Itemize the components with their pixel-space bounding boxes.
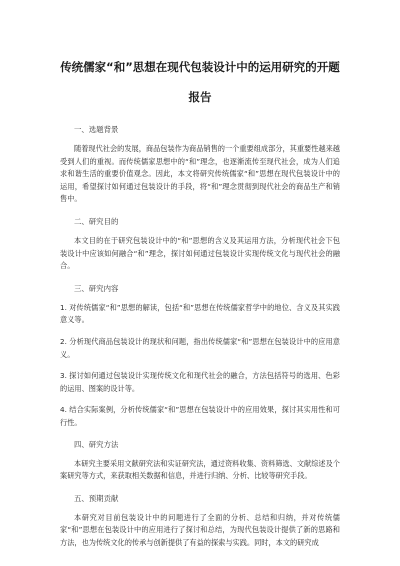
content-item-4: 4. 结合实际案例，分析传统儒家“和”思想在包装设计中的应用效果，探讨其实用性和可行性。 <box>60 405 340 427</box>
paragraph-method: 本研究主要采用文献研究法和实证研究法，通过资料收集、资料筛选、文献综述及个案研究等方式，来获取相关数据和信息，并进行归纳、分析、比较等研究手段。 <box>60 458 340 481</box>
section-heading-content: 三、研究内容 <box>74 283 119 293</box>
section-heading-contribution: 五、预期贡献 <box>74 493 119 503</box>
content-item-2: 2. 分析现代商品包装设计的现状和问题，指出传统儒家“和”思想在包装设计中的应用意义。 <box>60 336 340 359</box>
content-item-1: 1. 对传统儒家“和”思想的解读，包括“和”思想在传统儒家哲学中的地位、含义及其实践意义等。 <box>60 302 340 325</box>
paragraph-contribution: 本研究对目前包装设计中的问题进行了全面的分析、总结和归纳，并对传统儒家“和”思想在包装设计中的应用进行了探讨和总结，为现代包装设计提供了新的思路和方法，也为传统文化的传承与创新提供了有益的探索与实践。同时，本文的研究成 <box>60 512 340 547</box>
document-title: 传统儒家“和”思想在现代包装设计中的运用研究的开题报告 <box>60 60 340 104</box>
section-heading-method: 四、研究方法 <box>74 439 119 449</box>
paragraph-background: 随着现代社会的发展，商品包装作为商品销售的一个重要组成部分，其重要性越来越受到人们的重视。而传统儒家思想中的“和”理念，也逐渐流传至现代社会，成为人们追求和谐生活的重要价值观念。因此，本文将研究传统儒家“和”思想在现代包装设计中的运用，希望探讨如何通过包装设计的手段，将“和”理念贯彻到现代社会的商品生产和销售中。 <box>60 144 340 204</box>
content-item-3: 3. 探讨如何通过包装设计实现传统文化和现代社会的融合，方法包括符号的选用、色彩的运用、图案的设计等。 <box>60 371 340 393</box>
section-heading-purpose: 二、研究目的 <box>74 216 119 226</box>
paragraph-purpose: 本文目的在于研究包装设计中的“和”思想的含义及其运用方法，分析现代社会下包装设计中应该如何融合“和”理念，探讨如何通过包装设计实现传统文化与现代社会的融合。 <box>60 235 340 271</box>
section-heading-background: 一、选题背景 <box>74 125 119 134</box>
